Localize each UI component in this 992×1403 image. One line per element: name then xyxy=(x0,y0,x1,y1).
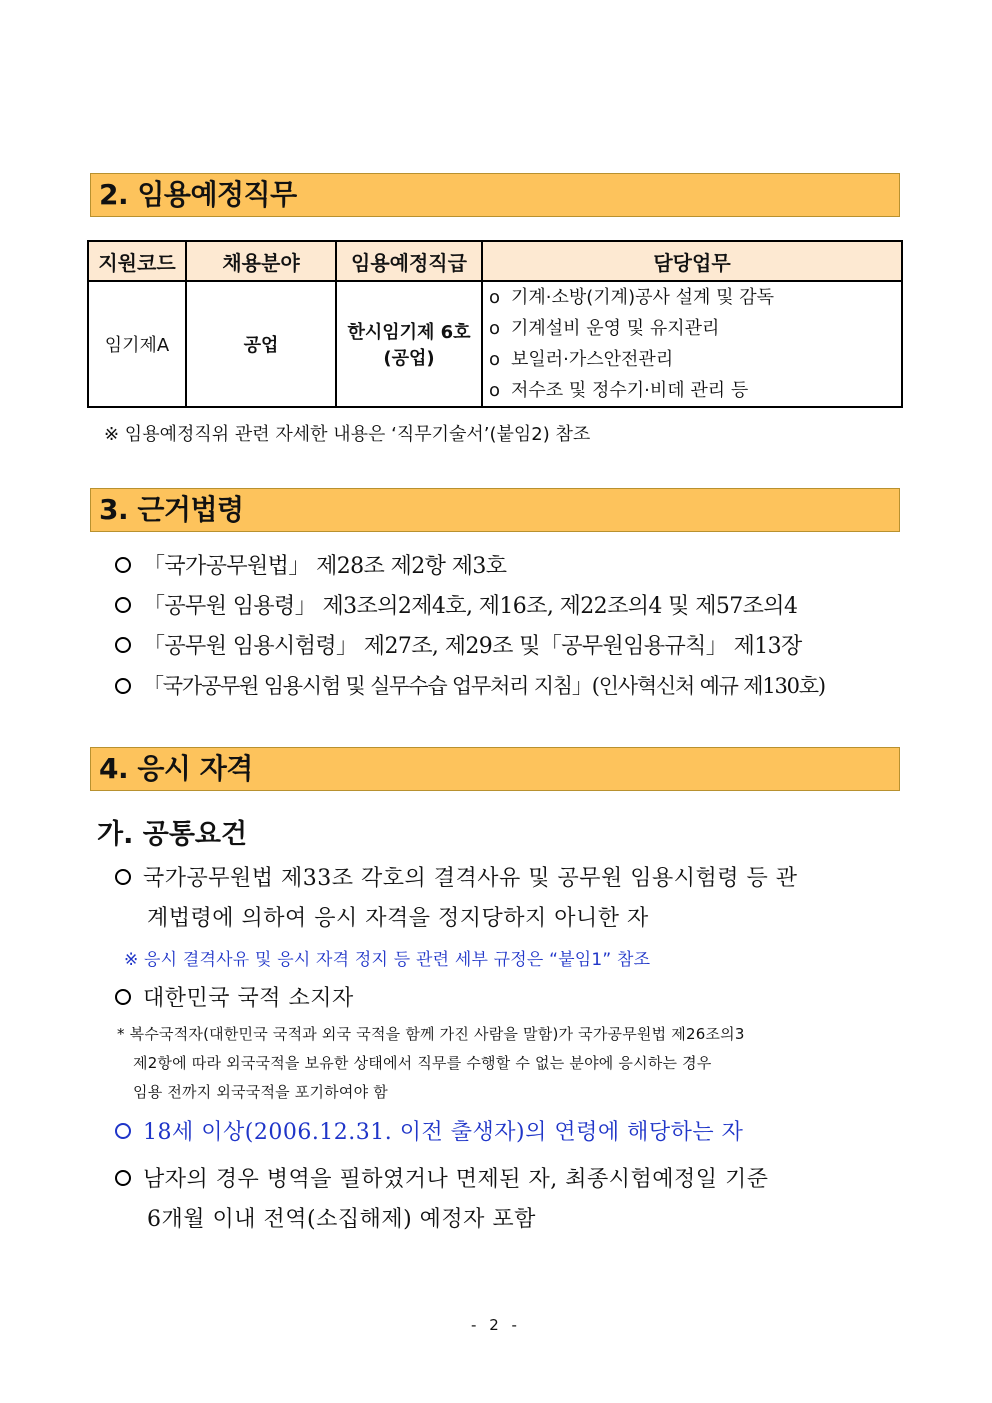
circle-bullet-icon xyxy=(115,678,131,694)
bullet-o: o xyxy=(489,287,501,308)
circle-bullet-icon xyxy=(115,989,131,1005)
disqualification-note: ※ 응시 결격사유 및 응시 자격 정지 등 관련 세부 규정은 “붙임1” 참조 xyxy=(124,950,651,970)
requirement-item: 남자의 경우 병역을 필하였거나 면제된 자, 최종시험예정일 기준 xyxy=(115,1162,769,1193)
cell-field: 공업 xyxy=(186,281,336,407)
requirement-continuation: 계법령에 의하여 응시 자격을 정지당하지 아니한 자 xyxy=(147,906,649,931)
table-header-row xyxy=(88,241,902,281)
circle-bullet-icon xyxy=(115,557,131,573)
circle-bullet-icon xyxy=(115,637,131,653)
requirement-item: 대한민국 국적 소지자 xyxy=(115,981,354,1012)
circle-bullet-icon xyxy=(115,1170,131,1186)
circle-bullet-icon xyxy=(115,597,131,613)
nationality-note-line: 제2항에 따라 외국국적을 보유한 상태에서 직무를 수행할 수 없는 분야에 응시하는 경우 xyxy=(133,1054,712,1072)
nationality-note-line: 임용 전까지 외국국적을 포기하여야 함 xyxy=(133,1083,388,1101)
requirement-item-age: 18세 이상(2006.12.31. 이전 출생자)의 연령에 해당하는 자 xyxy=(115,1115,743,1146)
requirement-item: 국가공무원법 제33조 각호의 결격사유 및 공무원 임용시험령 등 관 xyxy=(115,861,798,892)
duty-item: o 기계설비 운영 및 유지관리 xyxy=(489,313,901,344)
cell-grade xyxy=(336,281,482,407)
duty-item: o 기계·소방(기계)공사 설계 및 감독 xyxy=(489,282,901,313)
duty-item: o 저수조 및 정수기·비데 관리 등 xyxy=(489,375,901,406)
header-code: 지원코드 xyxy=(88,241,186,281)
bullet-o: o xyxy=(489,318,501,339)
requirement-continuation: 6개월 이내 전역(소집해제) 예정자 포함 xyxy=(147,1207,536,1232)
circle-bullet-icon xyxy=(115,869,131,885)
grade-line1: 한시임기제 6호 xyxy=(347,322,471,343)
section-header-qualification: 4. 응시 자격 xyxy=(90,747,900,791)
bullet-o: o xyxy=(489,380,501,401)
law-item: 「공무원 임용시험령」 제27조, 제29조 및「공무원임용규칙」 제13장 xyxy=(115,629,802,660)
header-field: 채용분야 xyxy=(186,241,336,281)
header-grade: 임용예정직급 xyxy=(336,241,482,281)
duty-table xyxy=(87,240,903,408)
grade-line2: (공업) xyxy=(383,348,435,369)
subsection-title: 가. 공통요건 xyxy=(97,819,248,850)
table-row xyxy=(88,281,902,407)
cell-code: 임기제A xyxy=(88,281,186,407)
law-item: 「공무원 임용령」 제3조의2제4호, 제16조, 제22조의4 및 제57조의4 xyxy=(115,589,797,620)
law-item: 「국가공무원법」 제28조 제2항 제3호 xyxy=(115,549,506,580)
circle-bullet-icon xyxy=(115,1123,131,1139)
section-header-laws: 3. 근거법령 xyxy=(90,488,900,532)
duty-item: o 보일러·가스안전관리 xyxy=(489,344,901,375)
section-header-duty: 2. 임용예정직무 xyxy=(90,173,900,217)
duty-table-note: ※ 임용예정직위 관련 자세한 내용은 ‘직무기술서’(붙임2) 참조 xyxy=(104,424,591,445)
nationality-note-line: * 복수국적자(대한민국 국적과 외국 국적을 함께 가진 사람을 말함)가 국가공무원법 제26조의3 xyxy=(117,1025,745,1043)
page-number: - 2 - xyxy=(471,1316,521,1334)
bullet-o: o xyxy=(489,349,501,370)
header-duties: 담당업무 xyxy=(482,241,902,281)
cell-duties xyxy=(482,281,902,407)
law-item: 「국가공무원 임용시험 및 실무수습 업무처리 지침」(인사혁신처 예규 제130호) xyxy=(115,670,825,700)
